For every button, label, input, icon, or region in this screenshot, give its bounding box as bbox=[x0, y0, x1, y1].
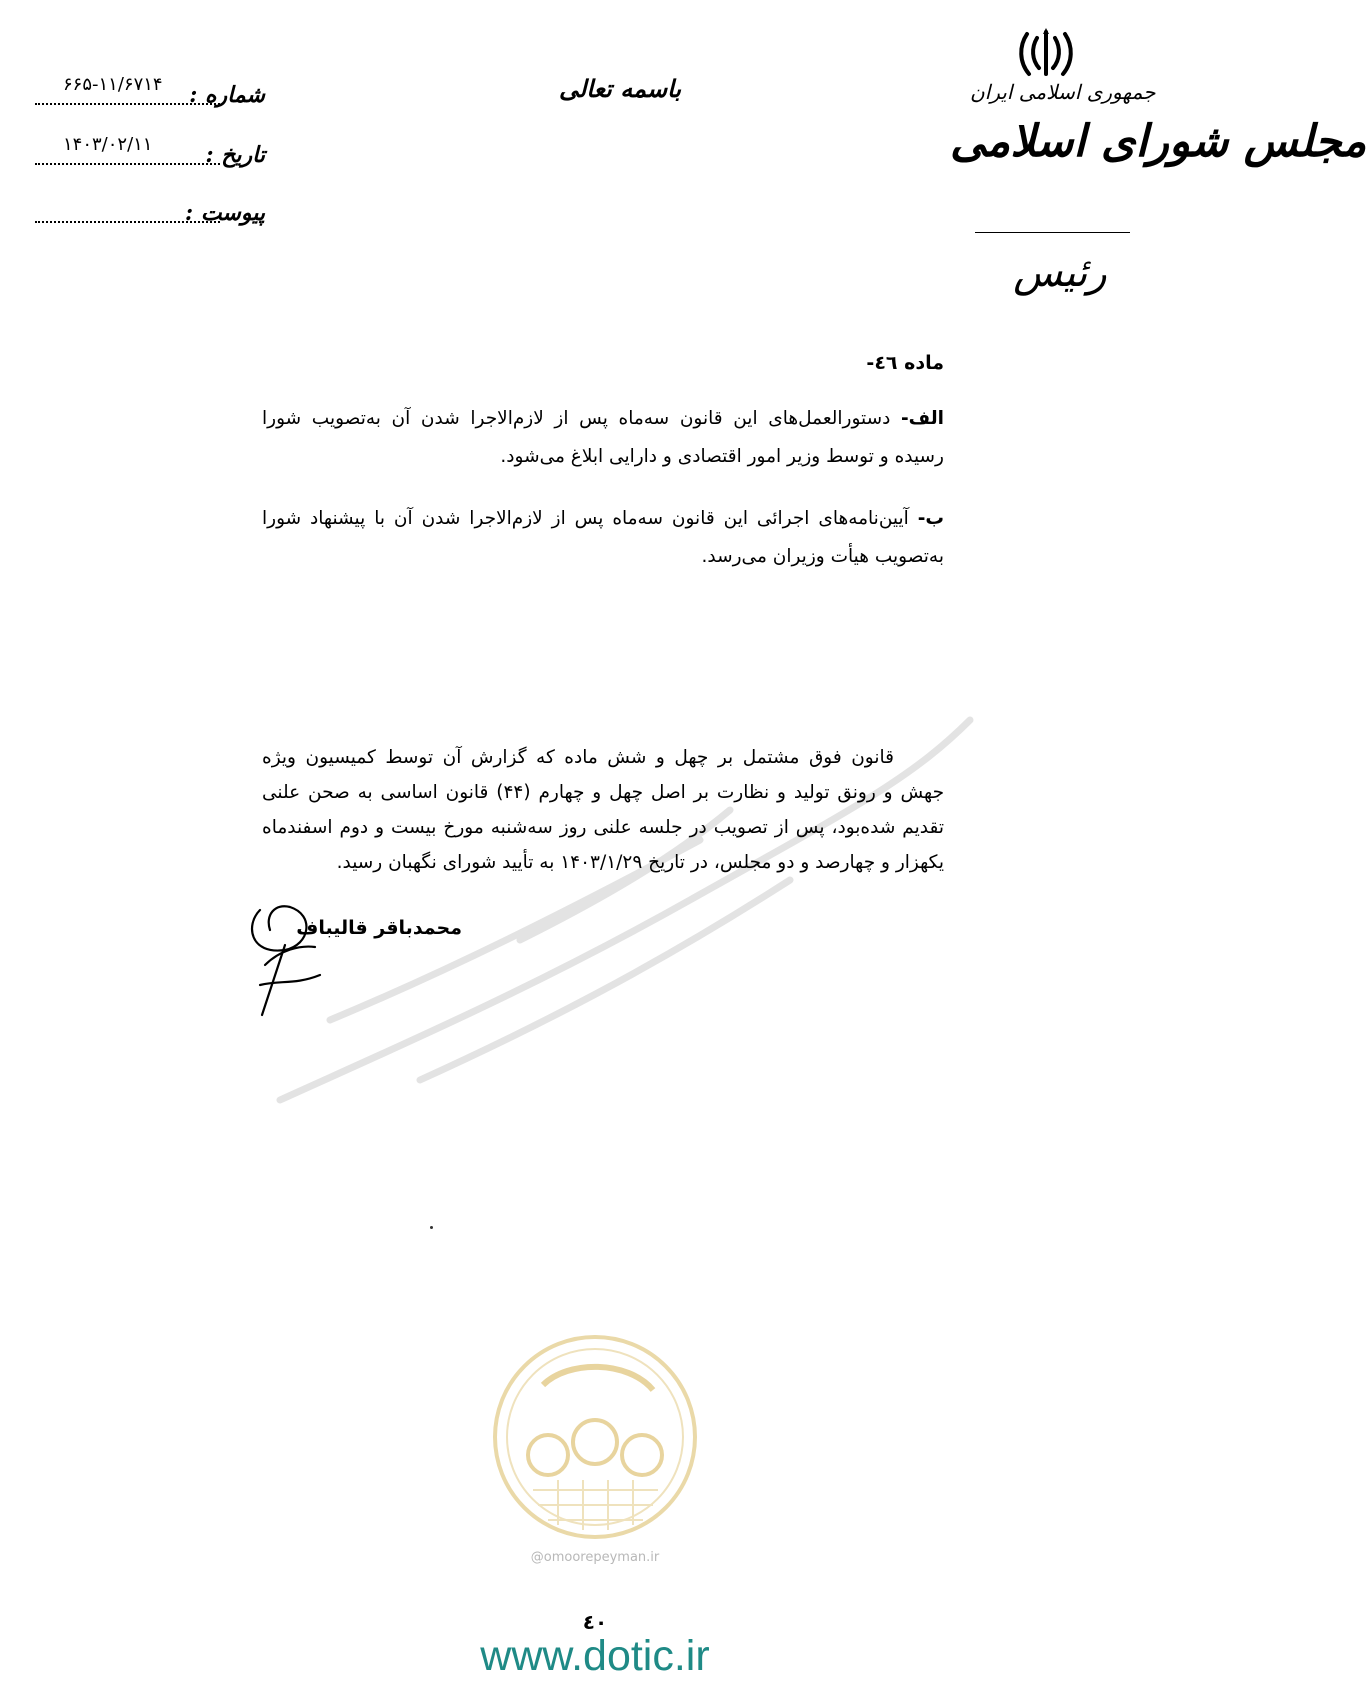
footer-url[interactable]: www.dotic.ir bbox=[480, 1632, 710, 1680]
closing-text: قانون فوق مشتمل بر چهل و شش ماده که گزارش آن توسط کمیسیون ویژه جهش و رونق تولید و نظارت بر اصل چهل و چهارم (۴۴) قانون اساسی به صحن علنی تقدیم شده‌بود، پس از تصویب در جلسه علنی روز سه‌شنبه مورخ بیست و دوم اسفندماه یکهزار و چهارصد و دو مجلس، در تاریخ ۱۴۰۳/۱/۲۹ به تأیید شورای نگهبان رسید. bbox=[262, 747, 945, 873]
page-number: ٤٠ bbox=[582, 1610, 608, 1634]
paragraph-a-text: دستورالعمل‌های این قانون سه‌ماه پس از لازم‌الاجرا شدن آن به‌تصویب شورا رسیده و توسط وزیر امور اقتصادی و دارایی ابلاغ می‌شود. bbox=[262, 408, 944, 467]
number-dots bbox=[35, 103, 220, 105]
signer-name: محمدباقر قالیباف bbox=[296, 917, 462, 939]
paragraph-a bbox=[262, 400, 944, 476]
paragraph-b-text: آیین‌نامه‌های اجرائی این قانون سه‌ماه پس از لازم‌الاجرا شدن آن با پیشنهاد شورا به‌تصویب هیأت وزیران می‌رسد. bbox=[262, 508, 944, 567]
number-label: شماره : bbox=[189, 82, 265, 108]
closing-paragraph bbox=[262, 740, 944, 880]
signature-icon bbox=[240, 895, 360, 1015]
paragraph-a-lead: الف- bbox=[901, 408, 944, 429]
number-field bbox=[35, 74, 265, 112]
article-title: ماده ٤٦- bbox=[866, 352, 944, 374]
stray-dot bbox=[430, 1226, 433, 1229]
number-value: ۶۶۵-۱۱/۶۷۱۴ bbox=[63, 74, 163, 95]
paragraph-b bbox=[262, 500, 944, 576]
omoore-peyman-seal-icon bbox=[488, 1330, 703, 1545]
letterhead-divider bbox=[975, 232, 1130, 233]
letterhead-office: رئیس bbox=[1013, 250, 1107, 296]
iran-emblem-icon bbox=[1017, 28, 1075, 80]
letterhead-republic: جمهوری اسلامی ایران bbox=[970, 80, 1156, 104]
seal-site-text: @omoorepeyman.ir bbox=[530, 1550, 660, 1565]
date-dots bbox=[35, 163, 220, 165]
attachment-label: پیوست : bbox=[185, 200, 265, 226]
paragraph-b-lead: ب- bbox=[917, 508, 944, 529]
attachment-field bbox=[35, 200, 265, 230]
letterhead-institution: مجلس شورای اسلامی bbox=[950, 116, 1366, 167]
date-label: تاریخ : bbox=[205, 142, 265, 168]
date-value: ۱۴۰۳/۰۲/۱۱ bbox=[63, 134, 153, 155]
attachment-dots bbox=[35, 221, 220, 223]
bismillah: باسمه تعالی bbox=[558, 74, 682, 103]
date-field bbox=[35, 134, 265, 172]
